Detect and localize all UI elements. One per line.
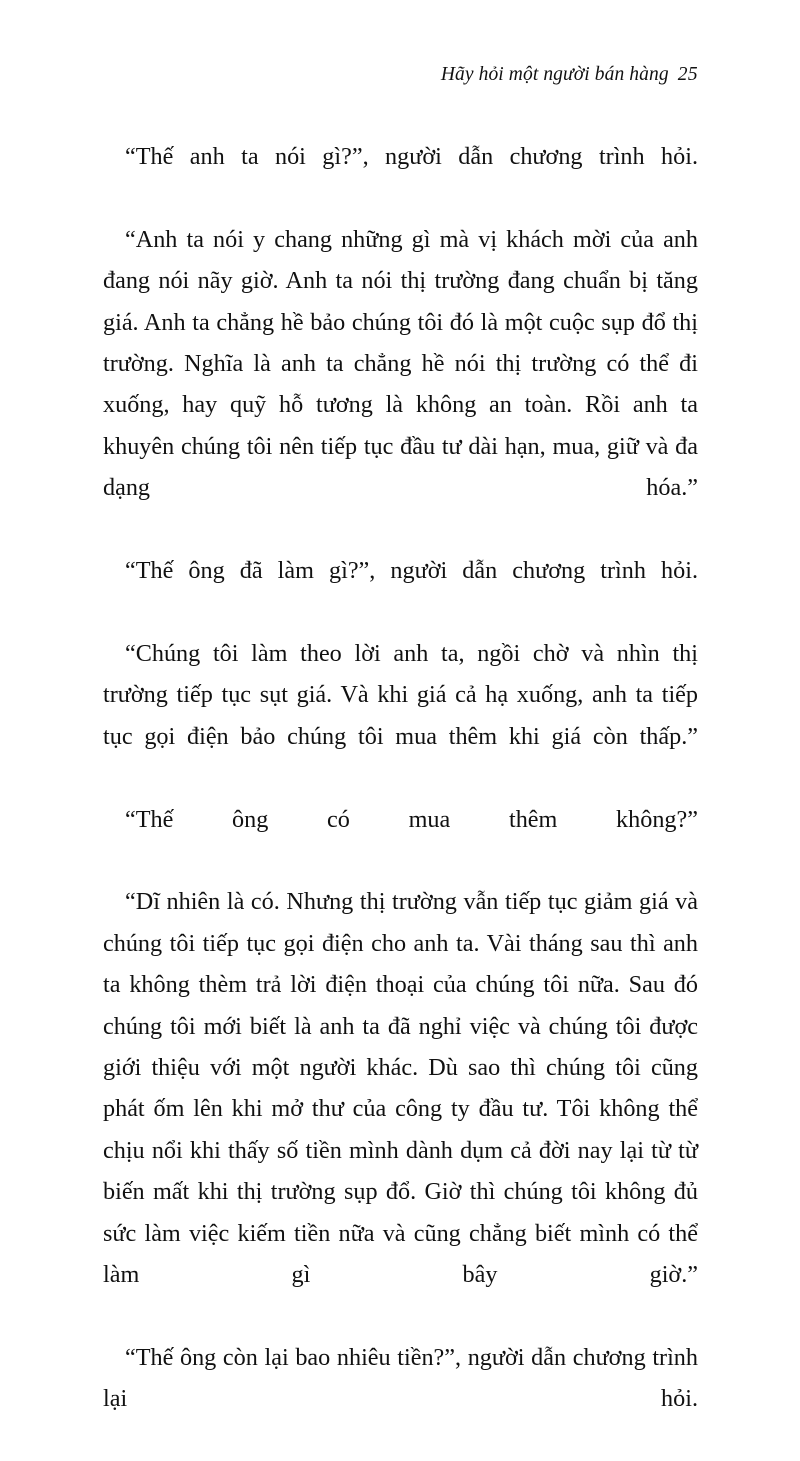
paragraph: “Thế anh ta nói gì?”, người dẫn chương trình hỏi. (125, 143, 698, 170)
paragraph: “Thế ông có mua thêm không?” (125, 805, 698, 833)
paragraph: “Anh ta nói y chang những gì mà vị khách mời của anh đang nói nãy giờ. Anh ta nói thị trường đang chuẩn bị tăng giá. Anh ta chẳng hề bảo chúng tôi đó là một cuộc sụp đổ thị trường. Nghĩa là anh ta chẳng hề nói thị trường có thể đi xuống, hay quỹ hỗ tương là không an toàn. Rồi anh ta khuyên chúng tôi nên tiếp tục đầu tư dài hạn, mua, giữ và đa dạng hóa.” (103, 225, 698, 502)
body-text-block (103, 136, 698, 1461)
paragraph: “Dĩ nhiên là có. Nhưng thị trường vẫn tiếp tục giảm giá và chúng tôi tiếp tục gọi điện cho anh ta. Vài tháng sau thì anh ta không thèm trả lời điện thoại của chúng tôi nữa. Sau đó chúng tôi mới biết là anh ta đã nghỉ việc và chúng tôi được giới thiệu với một người khác. Dù sao thì chúng tôi cũng phát ốm lên khi mở thư của công ty đầu tư. Tôi không thể chịu nổi khi thấy số tiền mình dành dụm cả đời nay lại từ từ biến mất khi thị trường sụp đổ. Giờ thì chúng tôi không đủ sức làm việc kiếm tiền nữa và cũng chẳng biết mình có thể làm gì bây giờ.” (103, 888, 698, 1288)
page-number: 25 (677, 64, 698, 85)
running-header-title: Hãy hỏi một người bán hàng (440, 64, 669, 85)
paragraph: “Thế ông đã làm gì?”, người dẫn chương trình hỏi. (125, 557, 698, 585)
paragraph: “Thế ông còn lại bao nhiêu tiền?”, người dẫn chương trình lại hỏi. (103, 1343, 698, 1413)
paragraph: “Chúng tôi làm theo lời anh ta, ngồi chờ và nhìn thị trường tiếp tục sụt giá. Và khi giá cả hạ xuống, anh ta tiếp tục gọi điện bảo chúng tôi mua thêm khi giá còn thấp.” (103, 639, 698, 750)
running-header (103, 62, 698, 88)
